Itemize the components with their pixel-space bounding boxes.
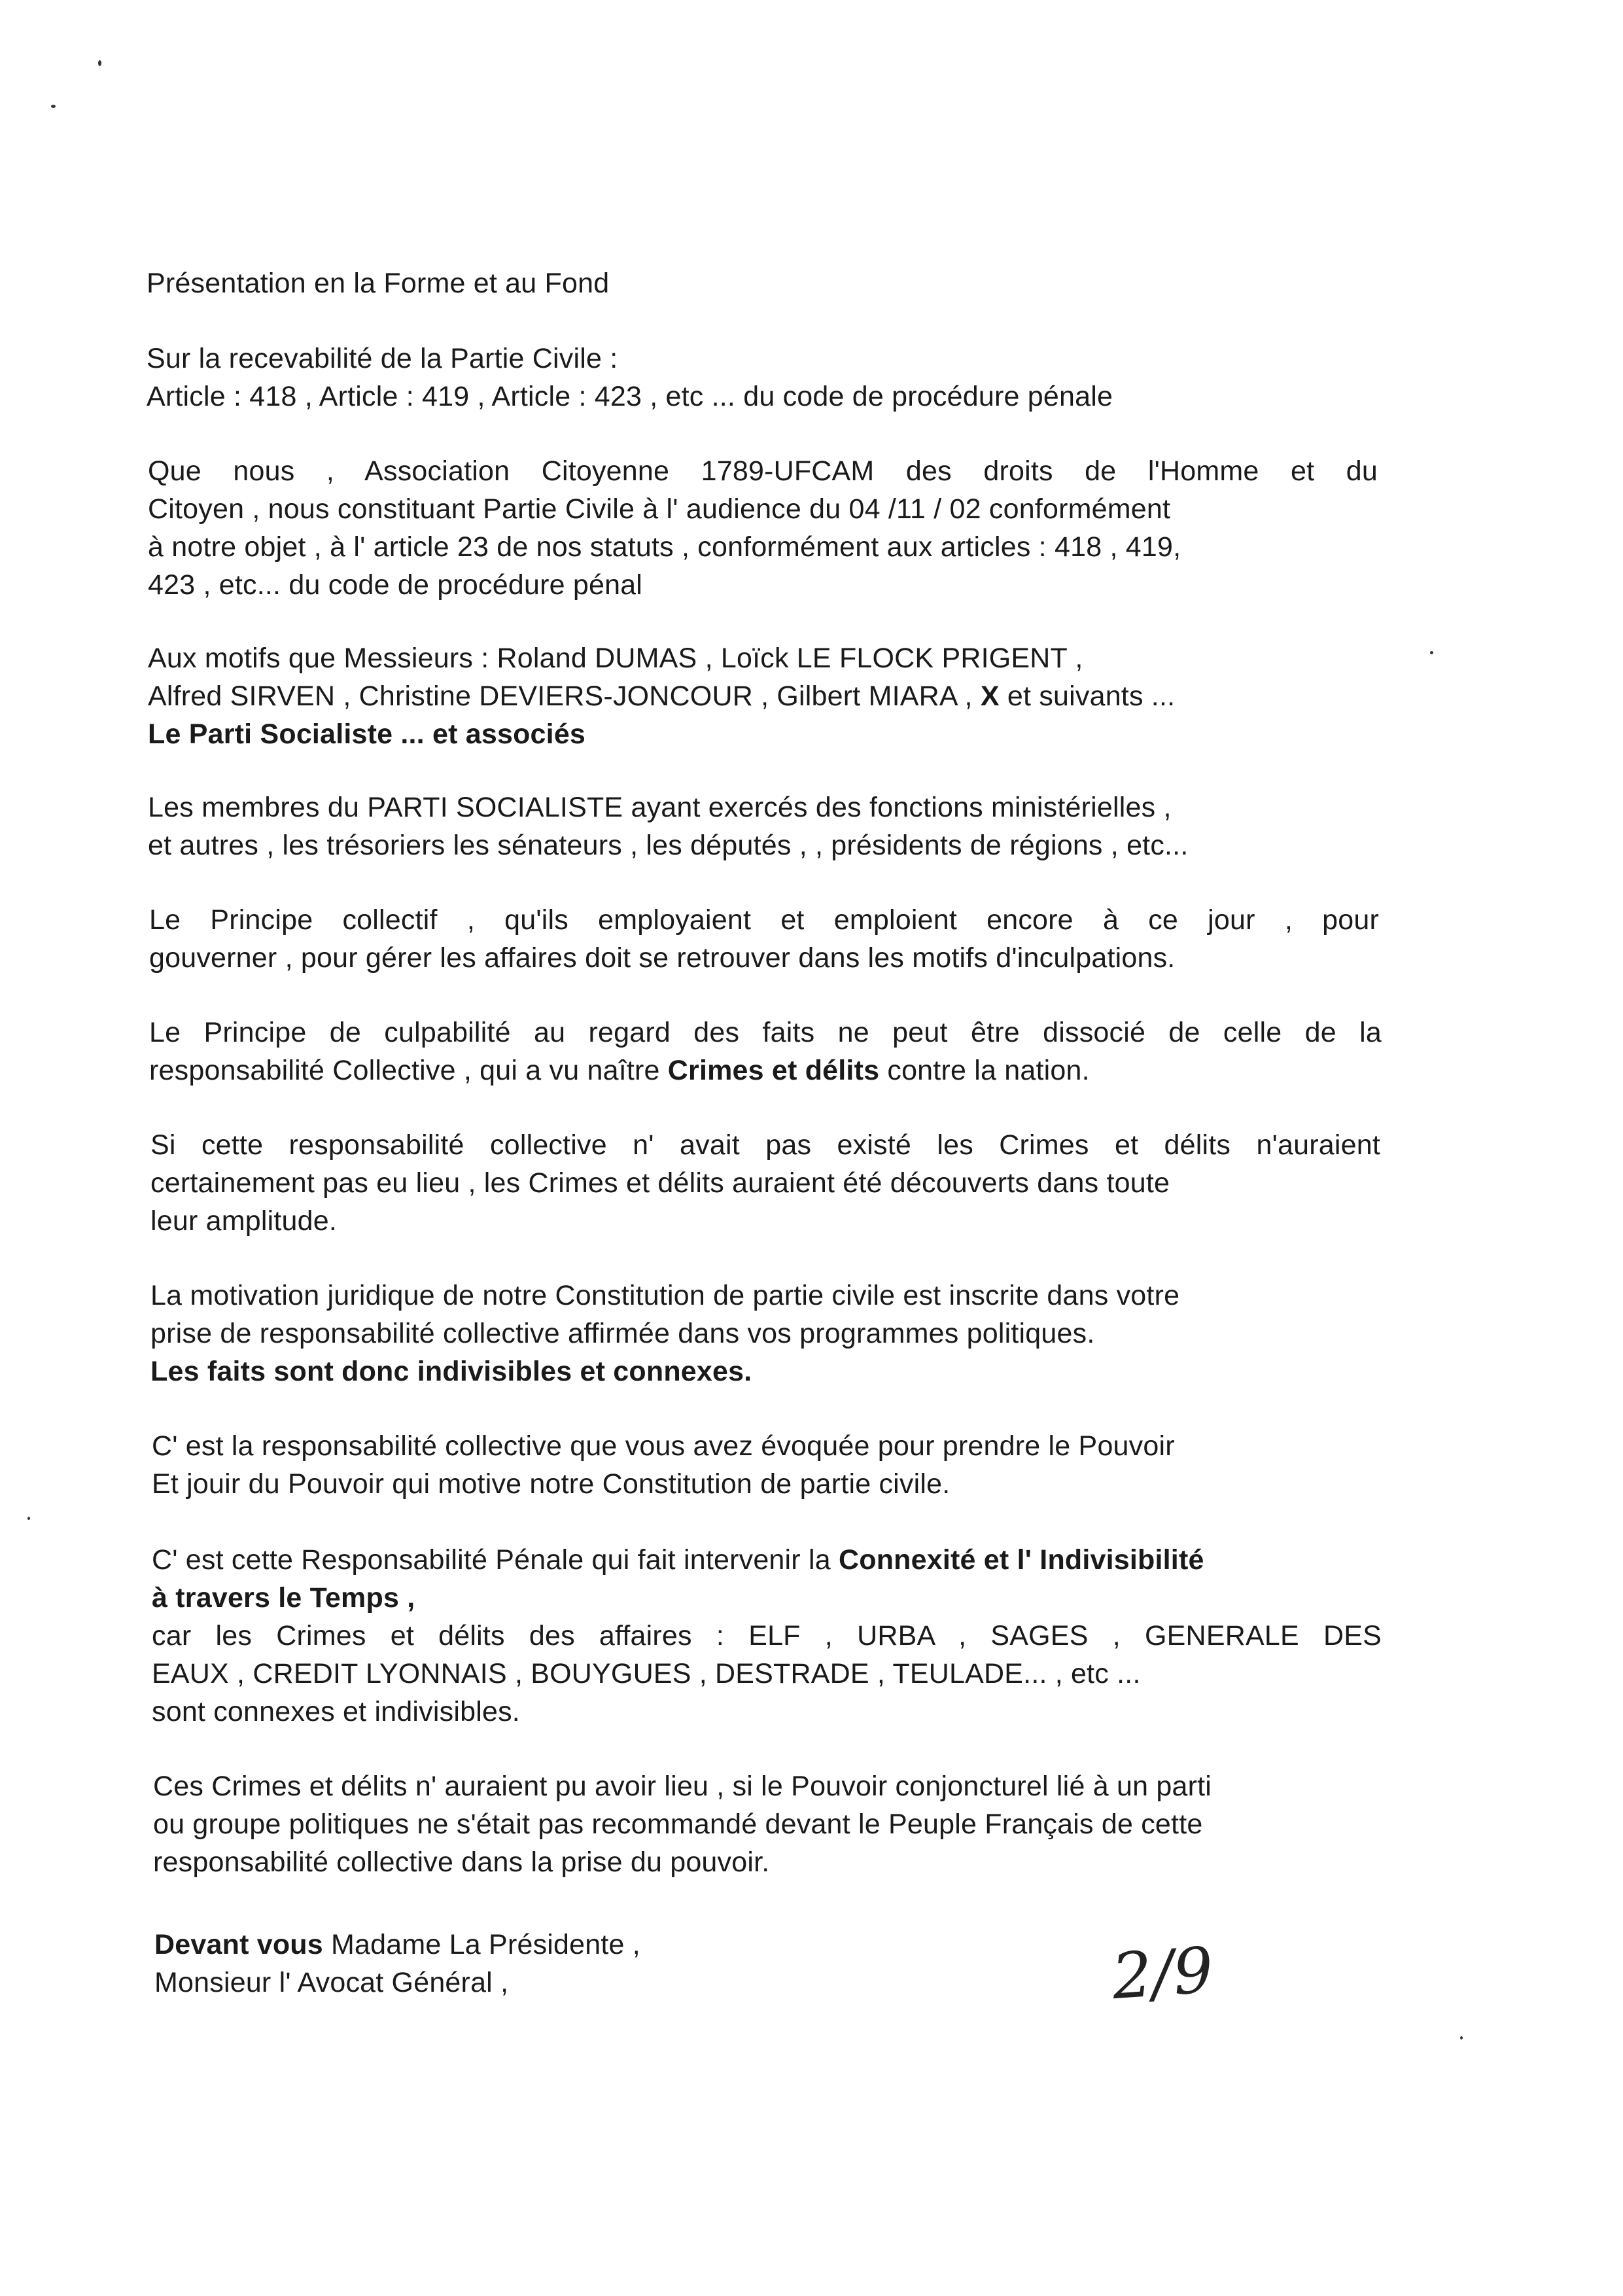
scan-speck bbox=[98, 60, 101, 66]
line-bold-text: X bbox=[980, 680, 1000, 712]
paragraph-line: à travers le Temps , bbox=[152, 1582, 415, 1614]
paragraph-line: Le Principe de culpabilité au regard des faits ne peut être dissocié de celle de la bbox=[149, 1017, 1382, 1048]
paragraph-line: leur amplitude. bbox=[150, 1205, 338, 1237]
scan-speck bbox=[1430, 651, 1433, 654]
paragraph-line: EAUX , CREDIT LYONNAIS , BOUYGUES , DESTRADE , TEULADE... , etc ... bbox=[152, 1658, 1141, 1689]
line-text: C' est cette Responsabilité Pénale qui fait intervenir la bbox=[152, 1544, 839, 1576]
paragraph-line: Ces Crimes et délits n' auraient pu avoir lieu , si le Pouvoir conjoncturel lié à un parti bbox=[153, 1771, 1212, 1802]
paragraph-line: La motivation juridique de notre Constitution de partie civile est inscrite dans votre bbox=[150, 1280, 1180, 1311]
paragraph-line: responsabilité collective dans la prise du pouvoir. bbox=[153, 1846, 770, 1878]
paragraph-line: C' est la responsabilité collective que vous avez évoquée pour prendre le Pouvoir bbox=[152, 1430, 1175, 1462]
paragraph-line: Que nous , Association Citoyenne 1789-UFCAM des droits de l'Homme et du bbox=[148, 455, 1378, 487]
scan-speck bbox=[27, 1517, 30, 1520]
paragraph-line: et autres , les trésoriers les sénateurs , les députés , , présidents de régions , etc... bbox=[148, 830, 1189, 861]
paragraph-line: Si cette responsabilité collective n' avait pas existé les Crimes et délits n'auraient bbox=[150, 1129, 1380, 1161]
paragraph-line: Citoyen , nous constituant Partie Civile à l' audience du 04 /11 / 02 conformément bbox=[148, 493, 1171, 525]
line-text: et suivants ... bbox=[1007, 680, 1176, 712]
paragraph-line: 423 , etc... du code de procédure pénal bbox=[148, 569, 643, 601]
scan-speck bbox=[1460, 2036, 1463, 2040]
line-bold-text: Crimes et délits bbox=[667, 1055, 880, 1086]
line-bold-text: Connexité et l' Indivisibilité bbox=[838, 1544, 1204, 1576]
document-heading: Présentation en la Forme et au Fond bbox=[147, 268, 610, 299]
closing-line bbox=[154, 1926, 640, 1963]
closing-line: Monsieur l' Avocat Général , bbox=[154, 1967, 509, 1998]
paragraph-line bbox=[152, 1542, 1204, 1578]
line-text: Alfred SIRVEN , Christine DEVIERS-JONCOUR , Gilbert MIARA , bbox=[148, 680, 973, 712]
line-text: contre la nation. bbox=[879, 1055, 1090, 1086]
paragraph-line: Les membres du PARTI SOCIALISTE ayant exercés des fonctions ministérielles , bbox=[148, 792, 1172, 823]
paragraph-line: à notre objet , à l' article 23 de nos statuts , conformément aux articles : 418 , 419, bbox=[148, 531, 1181, 563]
paragraph-line: Le Parti Socialiste ... et associés bbox=[148, 718, 586, 750]
paragraph-line: gouverner , pour gérer les affaires doit se retrouver dans les motifs d'inculpations. bbox=[149, 942, 1176, 974]
paragraph-line: Et jouir du Pouvoir qui motive notre Constitution de partie civile. bbox=[152, 1468, 951, 1500]
paragraph-line bbox=[149, 1052, 1090, 1089]
paragraph-line: sont connexes et indivisibles. bbox=[152, 1696, 520, 1727]
scan-speck bbox=[51, 105, 56, 108]
paragraph-line: Sur la recevabilité de la Partie Civile : bbox=[147, 343, 618, 374]
handwritten-page-number: 2/9 bbox=[1109, 1933, 1216, 2014]
line-bold-text: Devant vous bbox=[154, 1929, 323, 1960]
paragraph-line: certainement pas eu lieu , les Crimes et délits auraient été découverts dans toute bbox=[150, 1167, 1170, 1199]
paragraph-line: prise de responsabilité collective affirmée dans vos programmes politiques. bbox=[150, 1318, 1095, 1349]
line-text: responsabilité Collective , qui a vu naître bbox=[149, 1055, 668, 1086]
paragraph-line: ou groupe politiques ne s'était pas recommandé devant le Peuple Français de cette bbox=[153, 1809, 1203, 1840]
paragraph-line: Le Principe collectif , qu'ils employaient et emploient encore à ce jour , pour bbox=[149, 904, 1379, 936]
paragraph-line: Article : 418 , Article : 419 , Article : 423 , etc ... du code de procédure pénale bbox=[147, 381, 1113, 412]
paragraph-line: Les faits sont donc indivisibles et connexes. bbox=[150, 1356, 752, 1387]
paragraph-line: car les Crimes et délits des affaires : ELF , URBA , SAGES , GENERALE DES bbox=[152, 1620, 1382, 1651]
line-text: Madame La Présidente , bbox=[323, 1929, 640, 1960]
paragraph-line bbox=[148, 678, 1175, 715]
paragraph-line: Aux motifs que Messieurs : Roland DUMAS , Loïck LE FLOCK PRIGENT , bbox=[148, 643, 1083, 674]
